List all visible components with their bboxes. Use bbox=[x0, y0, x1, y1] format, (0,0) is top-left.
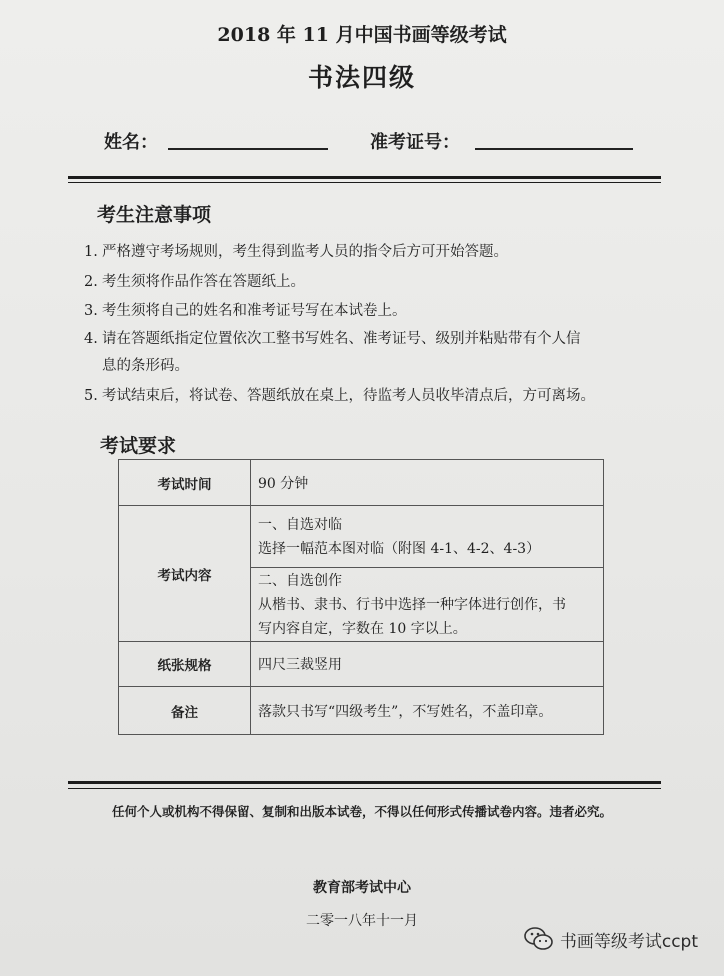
divider-bottom-thin bbox=[68, 788, 661, 789]
notice-item bbox=[84, 299, 407, 320]
content-copy-title: 一、自选对临 bbox=[258, 516, 342, 533]
table-row bbox=[119, 506, 604, 568]
exam-time-label: 考试时间 bbox=[119, 460, 251, 506]
name-blank bbox=[168, 148, 328, 150]
exam-title: 2018 年 11 月中国书画等级考试 bbox=[217, 24, 507, 46]
copyright-notice: 任何个人或机构不得保留、复制和出版本试卷，不得以任何形式传播试卷内容。违者必究。 bbox=[111, 804, 612, 819]
notice-item-number: 3. bbox=[84, 303, 98, 319]
content-creation-line-1: 从楷书、隶书、行书中选择一种字体进行创作，书 bbox=[258, 596, 566, 613]
notice-item-text: 严格遵守考场规则，考生得到监考人员的指令后方可开始答题。 bbox=[102, 244, 508, 260]
notice-item-number: 1. bbox=[84, 244, 98, 260]
content-copy-text: 选择一幅范本图对临（附图 4-1、4-2、4-3） bbox=[258, 540, 541, 557]
exam-content-label: 考试内容 bbox=[119, 506, 251, 642]
remark-label: 备注 bbox=[119, 687, 251, 735]
notice-item-number: 2. bbox=[84, 274, 98, 290]
exam-content-copy bbox=[251, 506, 604, 568]
notice-item bbox=[84, 240, 508, 261]
requirements-table bbox=[118, 459, 604, 735]
watermark-text: 书画等级考试ccpt bbox=[559, 931, 698, 952]
notice-item-text: 考试结束后，将试卷、答题纸放在桌上，待监考人员收毕清点后，方可离场。 bbox=[102, 388, 595, 404]
ticket-number-blank bbox=[475, 148, 633, 150]
notice-item-text: 考生须将自己的姓名和准考证号写在本试卷上。 bbox=[102, 303, 407, 319]
exam-content-creation bbox=[251, 568, 604, 642]
notice-item-text: 考生须将作品作答在答题纸上。 bbox=[102, 274, 305, 290]
watermark bbox=[524, 926, 698, 952]
table-row bbox=[119, 460, 604, 506]
notice-item bbox=[84, 327, 581, 348]
issuing-organization: 教育部考试中心 bbox=[313, 880, 411, 896]
paper-size-value: 四尺三裁竖用 bbox=[251, 642, 604, 687]
notice-heading: 考生注意事项 bbox=[97, 204, 212, 226]
divider-bottom-thick bbox=[68, 781, 661, 784]
wechat-icon bbox=[524, 926, 554, 952]
paper-size-label: 纸张规格 bbox=[119, 642, 251, 687]
notice-item bbox=[84, 270, 305, 291]
table-row bbox=[119, 687, 604, 735]
table-row bbox=[119, 642, 604, 687]
divider-top-thick bbox=[68, 176, 661, 179]
ticket-number-label: 准考证号： bbox=[370, 132, 460, 153]
requirements-heading: 考试要求 bbox=[100, 435, 177, 457]
notice-item-number: 4. bbox=[84, 331, 98, 347]
notice-item bbox=[84, 384, 595, 405]
exam-level: 书法四级 bbox=[307, 63, 416, 92]
notice-item-number: 5. bbox=[84, 388, 98, 404]
divider-top-thin bbox=[68, 182, 661, 183]
notice-item-text: 请在答题纸指定位置依次工整书写姓名、准考证号、级别并粘贴带有个人信 bbox=[102, 331, 581, 347]
issue-date: 二零一八年十一月 bbox=[306, 913, 418, 929]
exam-time-value: 90 分钟 bbox=[251, 460, 604, 506]
name-label: 姓名： bbox=[104, 132, 158, 153]
content-creation-title: 二、自选创作 bbox=[258, 572, 342, 589]
notice-item-continuation: 息的条形码。 bbox=[102, 358, 189, 374]
content-creation-line-2: 写内容自定，字数在 10 字以上。 bbox=[258, 620, 467, 637]
remark-value: 落款只书写“四级考生”，不写姓名，不盖印章。 bbox=[251, 687, 604, 735]
